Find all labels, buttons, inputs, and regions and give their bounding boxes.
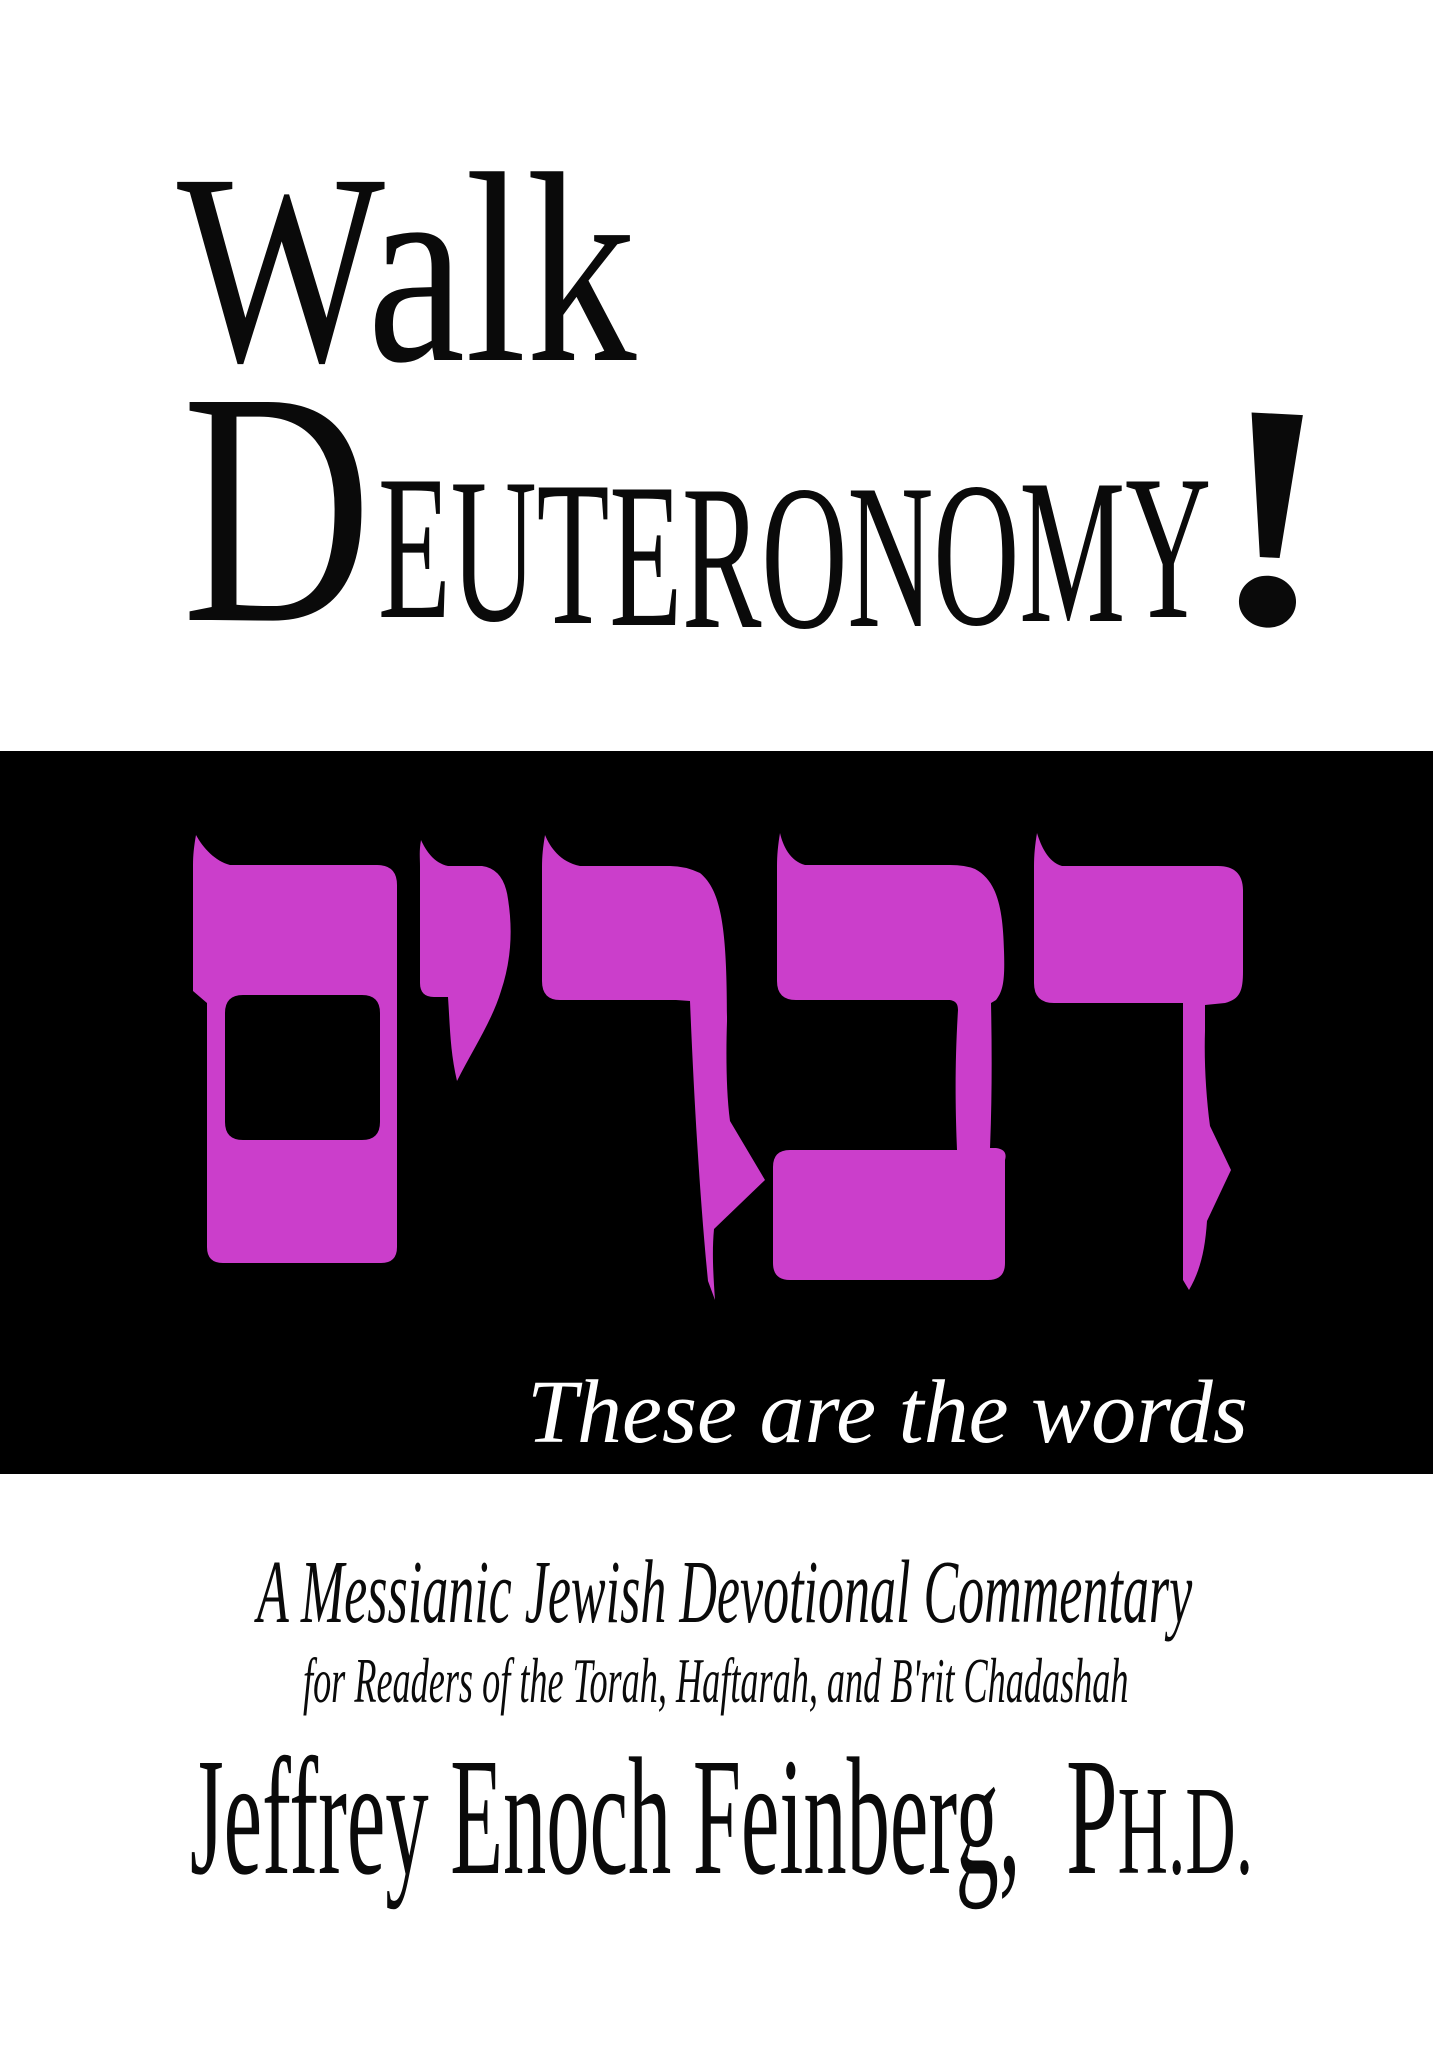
author-line <box>190 1723 1253 1910</box>
title-exclamation: ! <box>1204 335 1341 696</box>
title-walk: Walk <box>177 117 637 420</box>
title-deuteronomy-initial: D <box>182 323 372 693</box>
author-degree-rest: H.D. <box>1117 1761 1254 1902</box>
author-degree-initial: P <box>1066 1724 1118 1911</box>
hebrew-caption: These are the words <box>527 1363 1248 1462</box>
title-deuteronomy-rest: EUTERONOMY <box>378 433 1212 673</box>
subtitle-line2: for Readers of the Torah, Haftarah, and B'rit Chadashah <box>303 1646 1129 1717</box>
subtitle-line1: A Messianic Jewish Devotional Commentary <box>257 1542 1193 1642</box>
author-name: Jeffrey Enoch Feinberg, <box>190 1723 1021 1910</box>
